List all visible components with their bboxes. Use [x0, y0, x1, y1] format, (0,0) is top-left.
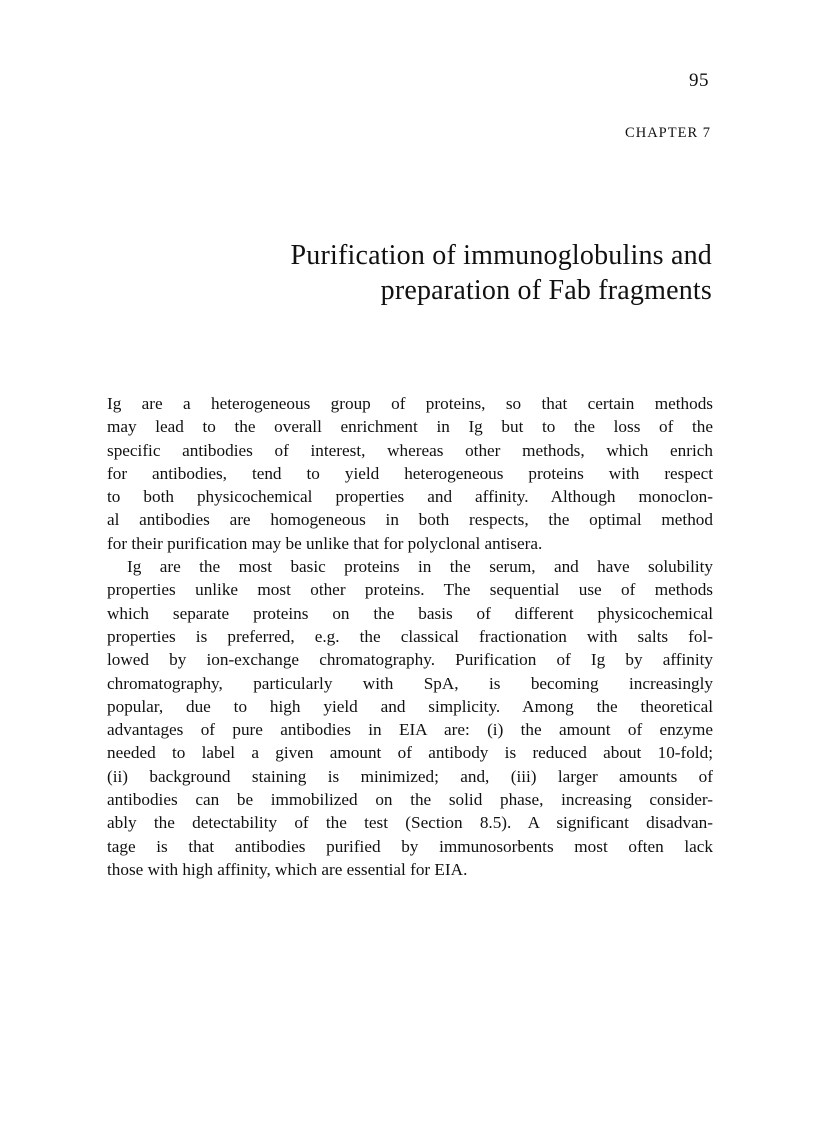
text-line: al antibodies are homogeneous in both respects, the optimal method	[107, 510, 713, 530]
text-line: those with high affinity, which are essential for EIA.	[107, 859, 468, 879]
text-line: needed to label a given amount of antibody is reduced about 10-fold;	[107, 743, 713, 763]
paragraph-1	[107, 392, 713, 555]
text-line: for their purification may be unlike that for polyclonal antisera.	[107, 533, 543, 553]
chapter-title-line-2: preparation of Fab fragments	[380, 275, 712, 306]
text-line: advantages of pure antibodies in EIA are: (i) the amount of enzyme	[107, 720, 713, 740]
text-line: specific antibodies of interest, whereas other methods, which enrich	[107, 440, 713, 460]
text-line: (ii) background staining is minimized; and, (iii) larger amounts of	[107, 766, 713, 786]
text-line: ably the detectability of the test (Section 8.5). A significant disadvan-	[107, 813, 713, 833]
text-line: tage is that antibodies purified by immunosorbents most often lack	[107, 836, 713, 856]
page-number: 95	[689, 70, 709, 91]
text-line: which separate proteins on the basis of different physicochemical	[107, 603, 713, 623]
paragraph-2	[107, 555, 713, 881]
text-line: Ig are the most basic proteins in the serum, and have solubility	[127, 557, 713, 577]
text-line: properties unlike most other proteins. The sequential use of methods	[107, 580, 713, 600]
chapter-label: CHAPTER 7	[625, 125, 711, 141]
text-line: for antibodies, tend to yield heterogeneous proteins with respect	[107, 463, 713, 483]
chapter-title	[112, 238, 712, 308]
text-line: popular, due to high yield and simplicity. Among the theoretical	[107, 696, 713, 716]
text-line: lowed by ion-exchange chromatography. Purification of Ig by affinity	[107, 650, 713, 670]
text-line: to both physicochemical properties and affinity. Although monoclon-	[107, 487, 713, 507]
chapter-title-line-1: Purification of immunoglobulins and	[290, 240, 712, 271]
text-line: may lead to the overall enrichment in Ig but to the loss of the	[107, 417, 713, 437]
text-line: properties is preferred, e.g. the classical fractionation with salts fol-	[107, 626, 713, 646]
text-line: antibodies can be immobilized on the solid phase, increasing consider-	[107, 790, 713, 810]
text-line: chromatography, particularly with SpA, is becoming increasingly	[107, 673, 713, 693]
text-line: Ig are a heterogeneous group of proteins, so that certain methods	[107, 394, 713, 413]
body-text	[107, 392, 713, 881]
